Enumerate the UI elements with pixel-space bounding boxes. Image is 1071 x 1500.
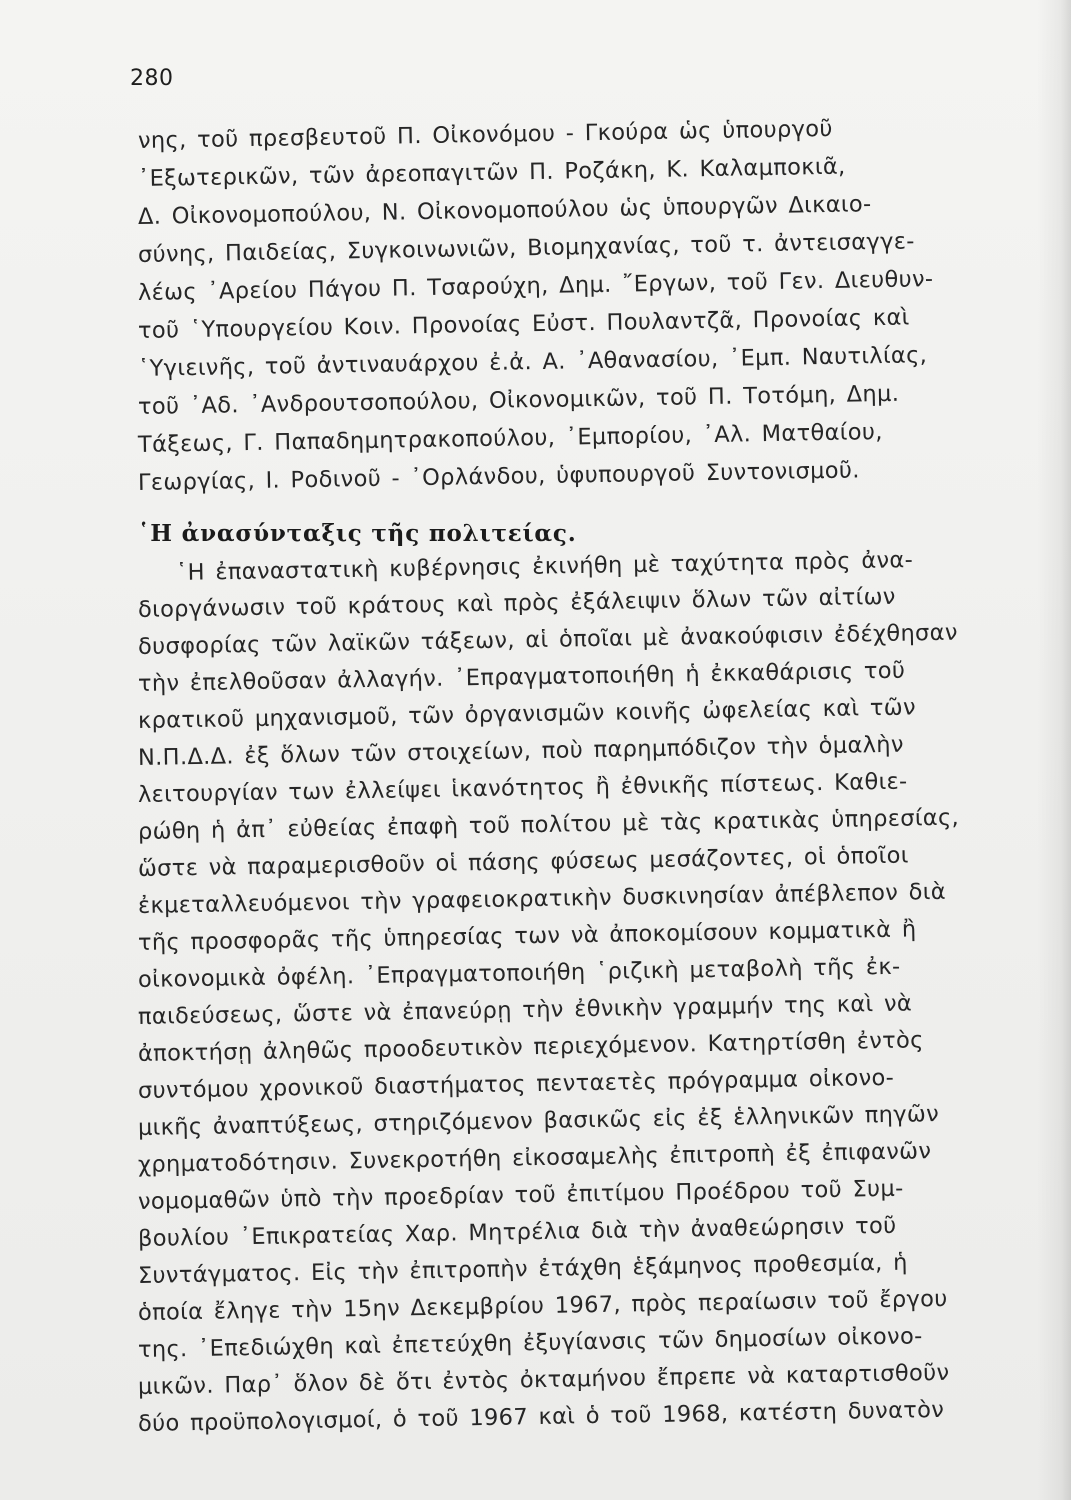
text-line: Δ. Οἰκονομοπούλου, Ν. Οἰκονομοπούλου ὡς ὑπουργῶν Δικαιο- (137, 191, 872, 230)
page-number: 280 (130, 66, 174, 91)
text-line: δύο προϋπολογισμοί, ὁ τοῦ 1967 καὶ ὁ τοῦ 1968, κατέστη δυνατὸν (137, 1396, 945, 1437)
text-line: Συντάγματος. Εἰς τὴν ἐπιτροπὴν ἐτάχθη ἑξάμηνος προθεσμία, ἡ (137, 1249, 909, 1289)
text-line: νης, τοῦ πρεσβευτοῦ Π. Οἰκονόμου - Γκούρα ὡς ὑπουργοῦ (137, 115, 833, 154)
text-line: τοῦ ᾿Αδ. ᾿Ανδρουτσοπούλου, Οἰκονομικῶν, τοῦ Π. Τοτόμη, Δημ. (137, 380, 900, 420)
text-line: διοργάνωσιν τοῦ κράτους καὶ πρὸς ἐξάλειψιν ὅλων τῶν αἰτίων (137, 583, 896, 623)
text-line: Τάξεως, Γ. Παπαδημητρακοπούλου, ᾿Εμπορίου, ᾿Αλ. Ματθαίου, (137, 419, 883, 458)
text-line: σύνης, Παιδείας, Συγκοινωνιῶν, Βιομηχανίας, τοῦ τ. ἀντεισαγγε- (137, 228, 915, 268)
text-line: λέως ᾿Αρείου Πάγου Π. Τσαρούχη, Δημ. ῎Εργων, τοῦ Γεν. Διευθυν- (137, 266, 934, 306)
text-line: ὁποία ἔληγε τὴν 15ην Δεκεμβρίου 1967, πρὸς περαίωσιν τοῦ ἔργου (137, 1285, 948, 1326)
text-line: μικῶν. Παρ᾿ ὅλον δὲ ὅτι ἐντὸς ὀκταμήνου ἔπρεπε νὰ καταρτισθοῦν (137, 1359, 950, 1400)
text-line: Ν.Π.Δ.Δ. ἐξ ὅλων τῶν στοιχείων, ποὺ παρημπόδιζον τὴν ὁμαλὴν (137, 731, 905, 771)
text-line: ᾿Εξωτερικῶν, τῶν ἀρεοπαγιτῶν Π. Ροζάκη, Κ. Καλαμποκιᾶ, (137, 153, 846, 192)
text-line: ἐκμεταλλευόμενοι τὴν γραφειοκρατικὴν δυσκινησίαν ἀπέβλεπον διὰ (137, 878, 947, 919)
text-line: λειτουργίαν των ἐλλείψει ἱκανότητος ἢ ἐθνικῆς πίστεως. Καθιε- (137, 768, 908, 808)
section-heading: ῾Η ἀνασύνταξις τῆς πολιτείας. (138, 520, 577, 547)
text-line: τὴν ἐπελθοῦσαν ἀλλαγήν. ᾿Επραγματοποιήθη ἡ ἐκκαθάρισις τοῦ (137, 657, 906, 697)
text-line: ῾Υγιεινῆς, τοῦ ἀντιναυάρχου ἐ.ἀ. Α. ᾿Αθανασίου, ᾿Εμπ. Ναυτιλίας, (137, 342, 928, 382)
text-line: χρηματοδότησιν. Συνεκροτήθη εἰκοσαμελὴς ἐπιτροπὴ ἐξ ἐπιφανῶν (137, 1138, 932, 1178)
text-line: ῾Η ἐπαναστατικὴ κυβέρνησις ἐκινήθη μὲ ταχύτητα πρὸς ἀνα- (175, 547, 914, 586)
text-line: κρατικοῦ μηχανισμοῦ, τῶν ὀργανισμῶν κοινῆς ὠφελείας καὶ τῶν (137, 694, 917, 734)
text-line: της. ᾿Επεδιώχθη καὶ ἐπετεύχθη ἐξυγίανσις τῶν δημοσίων οἰκονο- (137, 1323, 923, 1363)
text-line: ὥστε νὰ παραμερισθοῦν οἱ πάσης φύσεως μεσάζοντες, οἱ ὁποῖοι (137, 842, 909, 882)
text-line: δυσφορίας τῶν λαϊκῶν τάξεων, αἱ ὁποῖαι μὲ ἀνακούφισιν ἐδέχθησαν (137, 619, 959, 660)
text-line: νομομαθῶν ὑπὸ τὴν προεδρίαν τοῦ ἐπιτίμου Προέδρου τοῦ Συμ- (137, 1175, 904, 1215)
text-line: τοῦ ῾Υπουργείου Κοιν. Προνοίας Εὐστ. Πουλαντζᾶ, Προνοίας καὶ (137, 304, 910, 344)
text-line: τῆς προσφορᾶς τῆς ὑπηρεσίας των νὰ ἀποκομίσουν κομματικὰ ἢ (137, 916, 917, 956)
text-line: ἀποκτήσῃ ἀληθῶς προοδευτικὸν περιεχόμενον. Κατηρτίσθη ἐντὸς (137, 1027, 924, 1067)
text-line: βουλίου ᾿Επικρατείας Χαρ. Μητρέλια διὰ τὴν ἀναθεώρησιν τοῦ (137, 1212, 897, 1252)
text-line: Γεωργίας, Ι. Ροδινοῦ - ᾿Ορλάνδου, ὑφυπουργοῦ Συντονισμοῦ. (137, 457, 860, 496)
text-line: παιδεύσεως, ὥστε νὰ ἐπανεύρῃ τὴν ἐθνικὴν γραμμήν της καὶ νὰ (137, 990, 913, 1030)
text-line: συντόμου χρονικοῦ διαστήματος πενταετὲς πρόγραμμα οἰκονο- (137, 1064, 895, 1104)
text-line: μικῆς ἀναπτύξεως, στηριζόμενον βασικῶς εἰς ἐξ ἑλληνικῶν πηγῶν (137, 1101, 940, 1141)
text-line: ρώθη ἡ ἀπ᾿ εὐθείας ἐπαφὴ τοῦ πολίτου μὲ τὰς κρατικὰς ὑπηρεσίας, (137, 804, 960, 845)
page-edge-shadow (1037, 0, 1071, 1500)
text-line: οἰκονομικὰ ὀφέλη. ᾿Επραγματοποιήθη ῾ριζικὴ μεταβολὴ τῆς ἐκ- (137, 953, 901, 993)
